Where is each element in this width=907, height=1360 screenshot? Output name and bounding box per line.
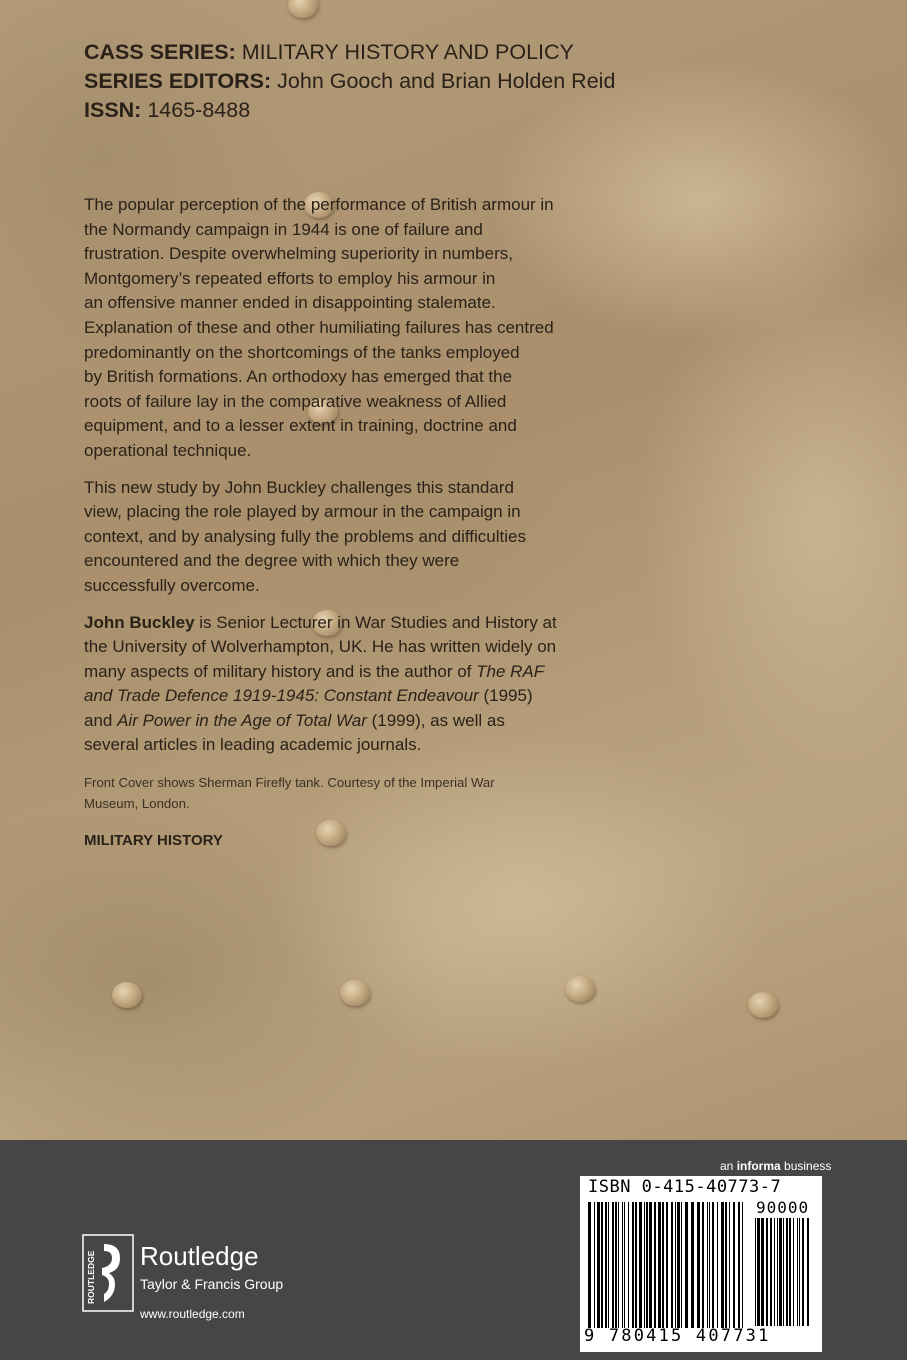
text-line: the University of Wolverhampton, UK. He has written widely on	[84, 637, 557, 657]
text-line	[84, 660, 674, 685]
author-name: John Buckley	[84, 612, 195, 632]
barcode-bar	[588, 1202, 591, 1328]
cover-credit	[84, 772, 674, 814]
footer-bar	[0, 1140, 907, 1360]
barcode-panel	[580, 1176, 822, 1352]
barcode-bar	[793, 1218, 794, 1326]
barcode-bar	[725, 1202, 727, 1328]
text-span: an	[720, 1159, 737, 1173]
barcode-bar	[717, 1202, 718, 1328]
barcode-bar	[658, 1202, 661, 1328]
barcode-bar	[671, 1202, 673, 1328]
barcode-bar	[691, 1202, 694, 1328]
text-line	[84, 709, 674, 734]
barcode-bar	[618, 1202, 619, 1328]
barcode-bar	[786, 1218, 788, 1326]
barcode-bar	[639, 1202, 642, 1328]
barcode-bar	[766, 1218, 768, 1326]
text-span: (1999), as well as	[366, 710, 505, 730]
barcode-bar	[789, 1218, 791, 1326]
text-line: view, placing the role played by armour in the campaign in	[84, 502, 521, 522]
barcode-bar	[685, 1202, 688, 1328]
barcode-bar	[666, 1202, 668, 1328]
text-span: many aspects of military history and is the author of	[84, 661, 477, 681]
barcode-bar	[624, 1202, 625, 1328]
text-line: predominantly on the shortcomings of the tanks employed	[84, 342, 520, 362]
series-label: CASS SERIES:	[84, 40, 236, 64]
text-line: the Normandy campaign in 1944 is one of failure and	[84, 219, 483, 239]
barcode-bar	[770, 1218, 772, 1326]
addon-barcode-icon	[755, 1218, 815, 1326]
text-line: context, and by analysing fully the problems and difficulties	[84, 526, 526, 546]
barcode-bar	[807, 1218, 809, 1326]
barcode-bar	[802, 1218, 804, 1326]
text-span: (1995)	[478, 686, 533, 706]
text-line	[84, 611, 674, 636]
barcode-bar	[601, 1202, 603, 1328]
barcode-bar	[779, 1218, 782, 1326]
rivet-decoration	[288, 0, 318, 18]
isbn-10: ISBN 0-415-40773-7	[588, 1177, 782, 1197]
description-paragraph-2	[84, 476, 674, 599]
barcode-bar	[738, 1202, 740, 1328]
description-paragraph-1	[84, 193, 674, 464]
barcode-bar	[783, 1218, 784, 1326]
barcode-bar	[677, 1202, 680, 1328]
rivet-decoration	[112, 982, 142, 1008]
editors-names: John Gooch and Brian Holden Reid	[277, 69, 616, 93]
barcode-bar	[721, 1202, 724, 1328]
informa-brand: informa	[736, 1159, 781, 1173]
rivet-decoration	[748, 992, 778, 1018]
barcode-bar	[635, 1202, 637, 1328]
informa-tagline	[720, 1159, 831, 1173]
barcode-bar	[774, 1218, 775, 1326]
book-title: and Trade Defence 1919-1945: Constant Endeavour	[84, 686, 479, 706]
text-line: Montgomery’s repeated efforts to employ his armour in	[84, 268, 496, 288]
barcode-bar	[729, 1202, 730, 1328]
series-name: MILITARY HISTORY AND POLICY	[241, 40, 574, 64]
subject-category: MILITARY HISTORY	[84, 832, 223, 850]
barcode-bar	[707, 1202, 708, 1328]
barcode-bar	[681, 1202, 682, 1328]
text-line: roots of failure lay in the comparative weakness of Allied	[84, 391, 507, 411]
barcode-bar	[646, 1202, 648, 1328]
barcode-bar	[799, 1218, 800, 1326]
barcode-bar	[702, 1202, 704, 1328]
text-line: frustration. Despite overwhelming superiority in numbers,	[84, 244, 513, 264]
barcode-bar	[757, 1218, 760, 1326]
barcode-bar	[612, 1202, 614, 1328]
book-title: Air Power in the Age of Total War	[117, 710, 367, 730]
barcode-bar	[632, 1202, 634, 1328]
barcode-bar	[654, 1202, 656, 1328]
price-code: 90000	[756, 1198, 810, 1217]
barcode-bar	[662, 1202, 664, 1328]
book-title: The RAF	[476, 661, 545, 681]
back-cover-text	[84, 38, 674, 849]
text-line: Front Cover shows Sherman Firefly tank. Courtesy of the Imperial War	[84, 775, 495, 791]
text-span: is Senior Lecturer in War Studies and History at	[194, 612, 557, 632]
text-line: Museum, London.	[84, 796, 190, 812]
barcode-bar	[649, 1202, 652, 1328]
barcode-bar	[777, 1218, 778, 1326]
author-bio	[84, 611, 674, 759]
barcode-bar	[675, 1202, 676, 1328]
barcode-bar	[594, 1202, 595, 1328]
barcode-bar	[697, 1202, 700, 1328]
barcode-bar	[709, 1202, 710, 1328]
series-title-line	[84, 38, 674, 67]
text-line: This new study by John Buckley challenges this standard	[84, 477, 514, 497]
text-line: The popular perception of the performance of British armour in	[84, 195, 554, 214]
barcode-bar	[712, 1202, 714, 1328]
barcode-bar	[622, 1202, 623, 1328]
series-editors-line	[84, 67, 674, 96]
rivet-decoration	[565, 976, 595, 1002]
text-line: encountered and the degree with which they were	[84, 551, 460, 571]
text-line: Explanation of these and other humiliating failures has centred	[84, 317, 554, 337]
text-line: several articles in leading academic journals.	[84, 735, 422, 755]
barcode-bar	[615, 1202, 617, 1328]
barcode-bar	[605, 1202, 607, 1328]
issn-line	[84, 96, 674, 125]
barcode-bar	[755, 1218, 756, 1326]
barcode-icon	[588, 1202, 748, 1328]
routledge-logo-icon	[82, 1234, 134, 1312]
barcode-bar	[733, 1202, 735, 1328]
barcode-bar	[608, 1202, 609, 1328]
logo-vertical-text: ROUTLEDGE	[86, 1250, 96, 1304]
barcode-bar	[597, 1202, 600, 1328]
issn-value: 1465-8488	[147, 98, 251, 122]
text-line: an offensive manner ended in disappointing stalemate.	[84, 293, 496, 313]
text-line: by British formations. An orthodoxy has emerged that the	[84, 367, 513, 387]
publisher-group: Taylor & Francis Group	[140, 1276, 284, 1292]
barcode-bar	[644, 1202, 645, 1328]
text-line: operational technique.	[84, 440, 252, 460]
barcode-bar	[761, 1218, 764, 1326]
rivet-decoration	[340, 980, 370, 1006]
text-line	[84, 684, 674, 709]
publisher-name: Routledge	[140, 1241, 259, 1271]
isbn-13-digits: 9 780415 407731	[584, 1326, 771, 1346]
issn-label: ISSN:	[84, 98, 142, 122]
barcode-bar	[797, 1218, 798, 1326]
text-line: equipment, and to a lesser extent in training, doctrine and	[84, 416, 517, 436]
text-line: successfully overcome.	[84, 575, 260, 595]
text-span: and	[84, 710, 118, 730]
barcode-bar	[628, 1202, 629, 1328]
barcode-bar	[742, 1202, 743, 1328]
publisher-url: www.routledge.com	[140, 1307, 245, 1321]
text-span: business	[780, 1159, 832, 1173]
editors-label: SERIES EDITORS:	[84, 69, 272, 93]
